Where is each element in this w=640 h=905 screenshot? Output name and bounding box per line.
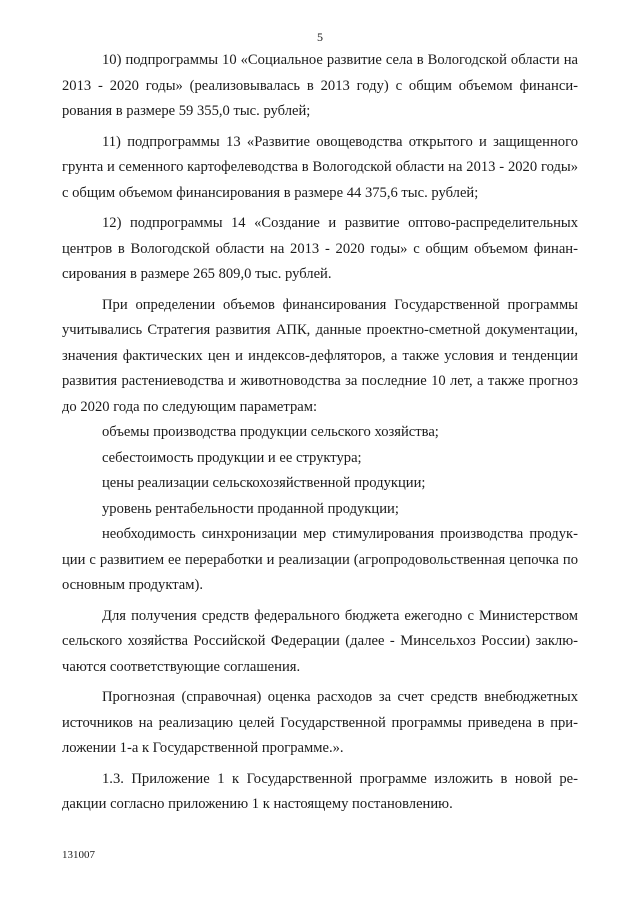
paragraph-subprogram-13: 11) подпрограммы 13 «Развитие овощеводства открытого и защищенного грунта и семенного картофелеводства в Вологодской области на 2013 - 2020 годы» с общим объемом финансирования в размере 44 375,6 тыс. рублей;: [62, 133, 578, 201]
document-body: [62, 48, 578, 818]
paragraph-item-1-3: 1.3. Приложение 1 к Государственной программе изложить в новой редакции согласно приложению 1 к настоящему постановлению.: [62, 770, 578, 812]
page-number: 5: [317, 30, 323, 44]
paragraph-financing-basis: При определении объемов финансирования Государственной программы учитывались Стратегия развития АПК, данные проектно-сметной документации, значения фактических цен и индексов-дефляторов, а также условия и тенденции развития растениеводства и животноводства за последние 10 лет, а также прогноз до 2020 года по следующим параметрам:: [62, 296, 578, 415]
list-item-param: цены реализации сельскохозяйственной продукции;: [102, 475, 426, 491]
list-item-param: необходимость синхронизации мер стимулирования производства продукции с развитием ее переработки и реализации (агропродовольственная цепочка по основным продуктам).: [62, 526, 578, 593]
list-item-param: объемы производства продукции сельского хозяйства;: [102, 424, 439, 440]
list-item-param: уровень рентабельности проданной продукции;: [102, 500, 399, 517]
paragraph-forecast-estimate: Прогнозная (справочная) оценка расходов за счет средств внебюджетных источников на реализацию целей Государственной программы приведена в приложении 1-а к Государственной программе.».: [62, 689, 578, 756]
paragraph-federal-budget: Для получения средств федерального бюджета ежегодно с Министерством сельского хозяйства Российской Федерации (далее - Минсельхоз России) заключаются соответствующие соглашения.: [62, 607, 578, 675]
paragraph-subprogram-14: 12) подпрограммы 14 «Создание и развитие оптово-распределительных центров в Вологодской области на 2013 - 2020 годы» с общим объемом финансирования в размере 265 809,0 тыс. рублей.: [62, 215, 578, 282]
footer-document-code: 131007: [62, 849, 95, 861]
list-item-param: себестоимость продукции и ее структура;: [102, 449, 362, 466]
paragraph-subprogram-10: 10) подпрограммы 10 «Социальное развитие села в Вологодской области на 2013 - 2020 годы» (реализовывалась в 2013 году) с общим объемом финансирования в размере 59 355,0 тыс. рублей;: [62, 52, 578, 119]
